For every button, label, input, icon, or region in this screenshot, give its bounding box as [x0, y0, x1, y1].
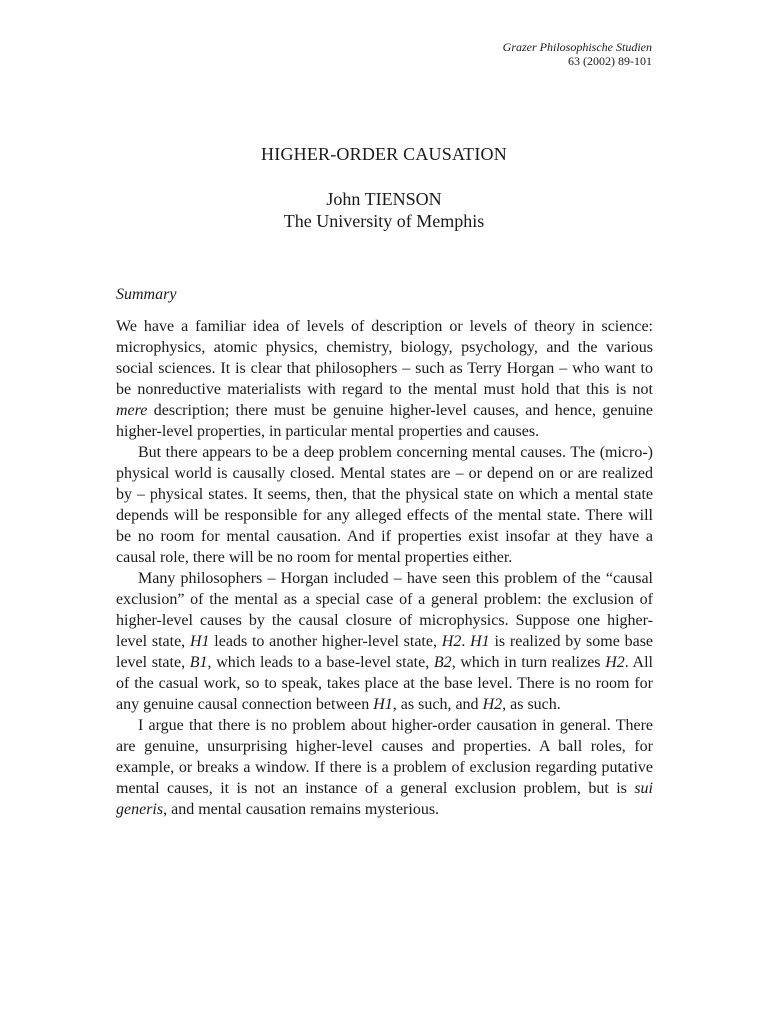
italic-text: H1 [373, 696, 393, 713]
italic-text: H1 [189, 633, 210, 650]
summary-paragraph [116, 715, 653, 820]
paragraph-text: , as such, and [392, 696, 483, 713]
paragraph-text: , which in turn realizes [451, 654, 606, 671]
paragraph-text: leads to another higher-level state, [209, 633, 442, 650]
author-affiliation: The University of Memphis [283, 211, 485, 231]
paragraph-text: , and mental causation remains mysterious. [163, 801, 440, 818]
paragraph-text: We have a familiar idea of levels of description or levels of theory in science: microphysics, atomic physics, chemistry, biology, psychology, and the various social sciences. It is clear that philosophers – such as Terry Horgan – who want to be nonreductive materialists with regard to the mental must hold that this is not [116, 318, 653, 398]
italic-text: sui generis [116, 780, 653, 818]
summary-heading: Summary [116, 286, 177, 303]
italic-text: H2 [605, 654, 625, 671]
paragraph-text: Many philosophers – Horgan included – have seen this problem of the “causal exclusion” of the mental as a special case of a general problem: the exclusion of higher-level causes by the causal closure of microphysics. Suppose one higher-level state, [116, 570, 653, 650]
paragraph-text: is realized by some base level state, [116, 633, 654, 671]
paper-title: HIGHER-ORDER CAUSATION [261, 144, 507, 164]
author-name: John TIENSON [326, 189, 442, 209]
paragraph-text: I argue that there is no problem about higher-order causation in general. There are genuine, unsurprising higher-level causes and properties. A ball roles, for example, or breaks a window. If there is a problem of exclusion regarding putative mental causes, it is not an instance of a general exclusion problem, but is [116, 717, 653, 797]
italic-text: H2 [441, 633, 462, 650]
summary-paragraph [116, 442, 653, 568]
paragraph-text: . All of the casual work, so to speak, takes place at the base level. There is no room for any genuine causal connection between [116, 654, 653, 713]
summary-paragraph [116, 316, 653, 442]
italic-text: B2 [433, 654, 452, 671]
journal-volume: 63 (2002) 89-101 [568, 54, 652, 68]
title-block [0, 143, 768, 232]
italic-text: B1 [189, 654, 208, 671]
italic-text: mere [116, 402, 148, 419]
paragraph-text: , as such. [502, 696, 561, 713]
italic-text: H1 [470, 633, 490, 650]
summary-paragraph [116, 568, 653, 715]
italic-text: H2 [482, 696, 503, 713]
paragraph-text: . [461, 633, 471, 650]
paragraph-text: description; there must be genuine higher-level causes, and hence, genuine higher-level properties, in particular mental properties and causes. [116, 402, 653, 440]
paragraph-text: , which leads to a base-level state, [207, 654, 434, 671]
journal-name: Grazer Philosophische Studien [502, 40, 652, 54]
summary-body [116, 316, 653, 820]
paragraph-text: But there appears to be a deep problem concerning mental causes. The (micro-) physical world is causally closed. Mental states are – or depend on or are realized by – physical states. It seems, then, that the physical state on which a mental state depends will be responsible for any alleged effects of the mental state. There will be no room for mental causation. And if properties exist insofar at they have a causal role, there will be no room for mental properties either. [116, 444, 653, 566]
running-head [503, 40, 652, 68]
